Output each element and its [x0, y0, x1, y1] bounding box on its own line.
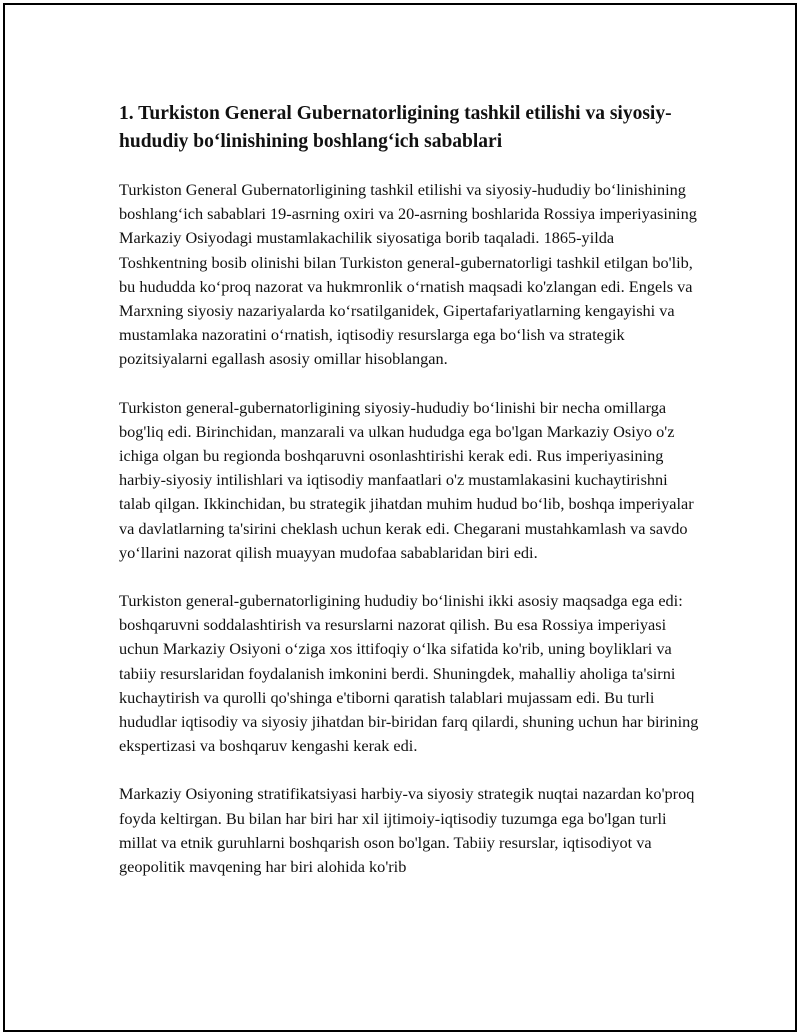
paragraph-4: Markaziy Osiyoning stratifikatsiyasi harbiy-va siyosiy strategik nuqtai nazardan ko'proq foyda keltirgan. Bu bilan har biri har xil ijtimoiy-iqtisodiy tuzumga ega bo'lgan turli millat va etnik guruhlarni boshqarish oson bo'lgan. Tabiiy resurslar, iqtisodiyot va geopolitik mavqening har biri alohida ko'rib: [119, 784, 695, 877]
page-frame: [3, 3, 797, 1032]
paragraph-2: Turkiston general-gubernatorligining siyosiy-hududiy bo‘linishi bir necha omillarga bog'liq edi. Birinchidan, manzarali va ulkan hududga ega bo'lgan Markaziy Osiyo o'z ichiga olgan bu regionda boshqaruvni osonlashtirishi kerak edi. Rus imperiyasining harbiy-siyosiy intilishlari va iqtisodiy manfaatlari o'z mustamlakasini kuchaytirishni talab qilgan. Ikkinchidan, bu strategik jihatdan muhim hudud bo‘lib, boshqa imperiyalar va davlatlarning ta'sirini cheklash uchun kerak edi. Chegarani mustahkamlash va savdo yo‘llarini nazorat qilish muayyan mudofaa sabablaridan biri edi.: [119, 397, 694, 562]
paragraph-1: Turkiston General Gubernatorligining tashkil etilishi va siyosiy-hududiy bo‘linishining boshlang‘ich sabablari 19-asrning oxiri va 20-asrning boshlarida Rossiya imperiyasining Markaziy Osiyodagi mustamlakachilik siyosatiga borib taqaladi. 1865-yilda Toshkentning bosib olinishi bilan Turkiston general-gubernatorligi tashkil etilgan bo'lib, bu hududda ko‘proq nazorat va hukmronlik o‘rnatish maqsadi ko'zlangan edi. Engels va Marxning siyosiy nazariyalarda ko‘rsatilganidek, Gipertafariyatlarning kengayishi va mustamlaka nazoratini o‘rnatish, iqtisodiy resurslarga ega bo‘lish va strategik pozitsiyalarni egallash asosiy omillar hisoblangan.: [119, 180, 697, 369]
paragraph-3: Turkiston general-gubernatorligining hududiy bo‘linishi ikki asosiy maqsadga ega edi: boshqaruvni soddalashtirish va resurslarni nazorat qilish. Bu esa Rossiya imperiyasi uchun Markaziy Osiyoni o‘ziga xos ittifoqiy o‘lka sifatida ko'rib, uning boyliklari va tabiiy resurslaridan foydalanish imkonini berdi. Shuningdek, mahalliy aholiga ta'sirni kuchaytirish va qurolli qo'shinga e'tiborni qaratish talablari mujassam edi. Bu turli hududlar iqtisodiy va siyosiy jihatdan bir-biridan farq qilardi, shuning uchun har birining ekspertizasi va boshqaruv kengashi kerak edi.: [119, 591, 699, 756]
document-body: [119, 100, 699, 903]
section-title: 1. Turkiston General Gubernatorligining tashkil etilishi va siyosiy-hududiy bo‘linishining boshlang‘ich sabablari: [119, 103, 672, 152]
